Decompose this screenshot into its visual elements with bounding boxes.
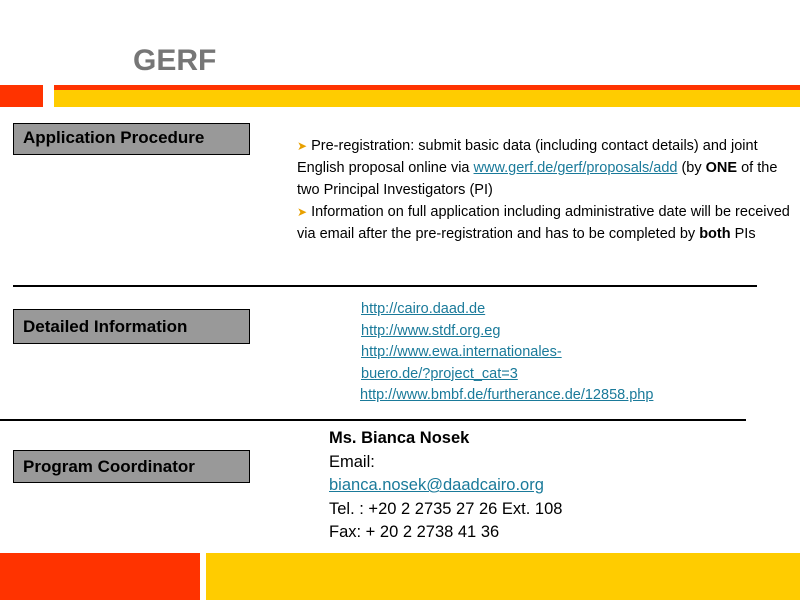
link-stdf[interactable]: http://www.stdf.org.eg [361, 322, 501, 339]
divider-1 [13, 285, 757, 287]
page-title: GERF [133, 44, 217, 77]
link-ewa-part2[interactable]: buero.de/?project_cat=3 [361, 365, 518, 382]
detailed-information-links [361, 299, 653, 407]
coordinator-details [329, 427, 562, 545]
bottom-bar-red [0, 553, 200, 600]
link-bmbf[interactable]: http://www.bmbf.de/furtherance.de/12858.php [360, 387, 654, 403]
coordinator-fax: Fax: + 20 2 2738 41 36 [329, 523, 500, 541]
top-bar-red-left [0, 85, 43, 107]
detailed-information-label: Detailed Information [13, 309, 250, 344]
proposals-link[interactable]: www.gerf.de/gerf/proposals/add [473, 160, 678, 176]
arrow-bullet-icon: ➤ [297, 205, 308, 219]
application-procedure-text [297, 135, 797, 245]
divider-2 [0, 419, 746, 421]
bullet-preregistration: ➤ Pre-registration: submit basic data (including contact details) and joint English proposal online via www.gerf.de/gerf/proposals/add (by ONE of the two Principal Investigators (PI) [297, 138, 778, 198]
arrow-bullet-icon: ➤ [297, 139, 308, 153]
bottom-bar-yellow [206, 553, 800, 600]
application-procedure-label: Application Procedure [13, 123, 250, 155]
top-bar-red-accent [54, 85, 800, 90]
email-label: Email: [329, 452, 375, 471]
bullet-full-application: ➤ Information on full application including administrative date will be received via email after the pre-registration and has to be completed by both PIs [297, 204, 790, 242]
coordinator-tel: Tel. : +20 2 2735 27 26 Ext. 108 [329, 499, 563, 518]
link-daad[interactable]: http://cairo.daad.de [361, 301, 486, 317]
coordinator-email-link[interactable]: bianca.nosek@daadcairo.org [329, 476, 544, 494]
coordinator-name: Ms. Bianca Nosek [329, 429, 470, 447]
program-coordinator-label: Program Coordinator [13, 450, 250, 483]
link-ewa-part1[interactable]: http://www.ewa.internationales- [361, 344, 562, 360]
